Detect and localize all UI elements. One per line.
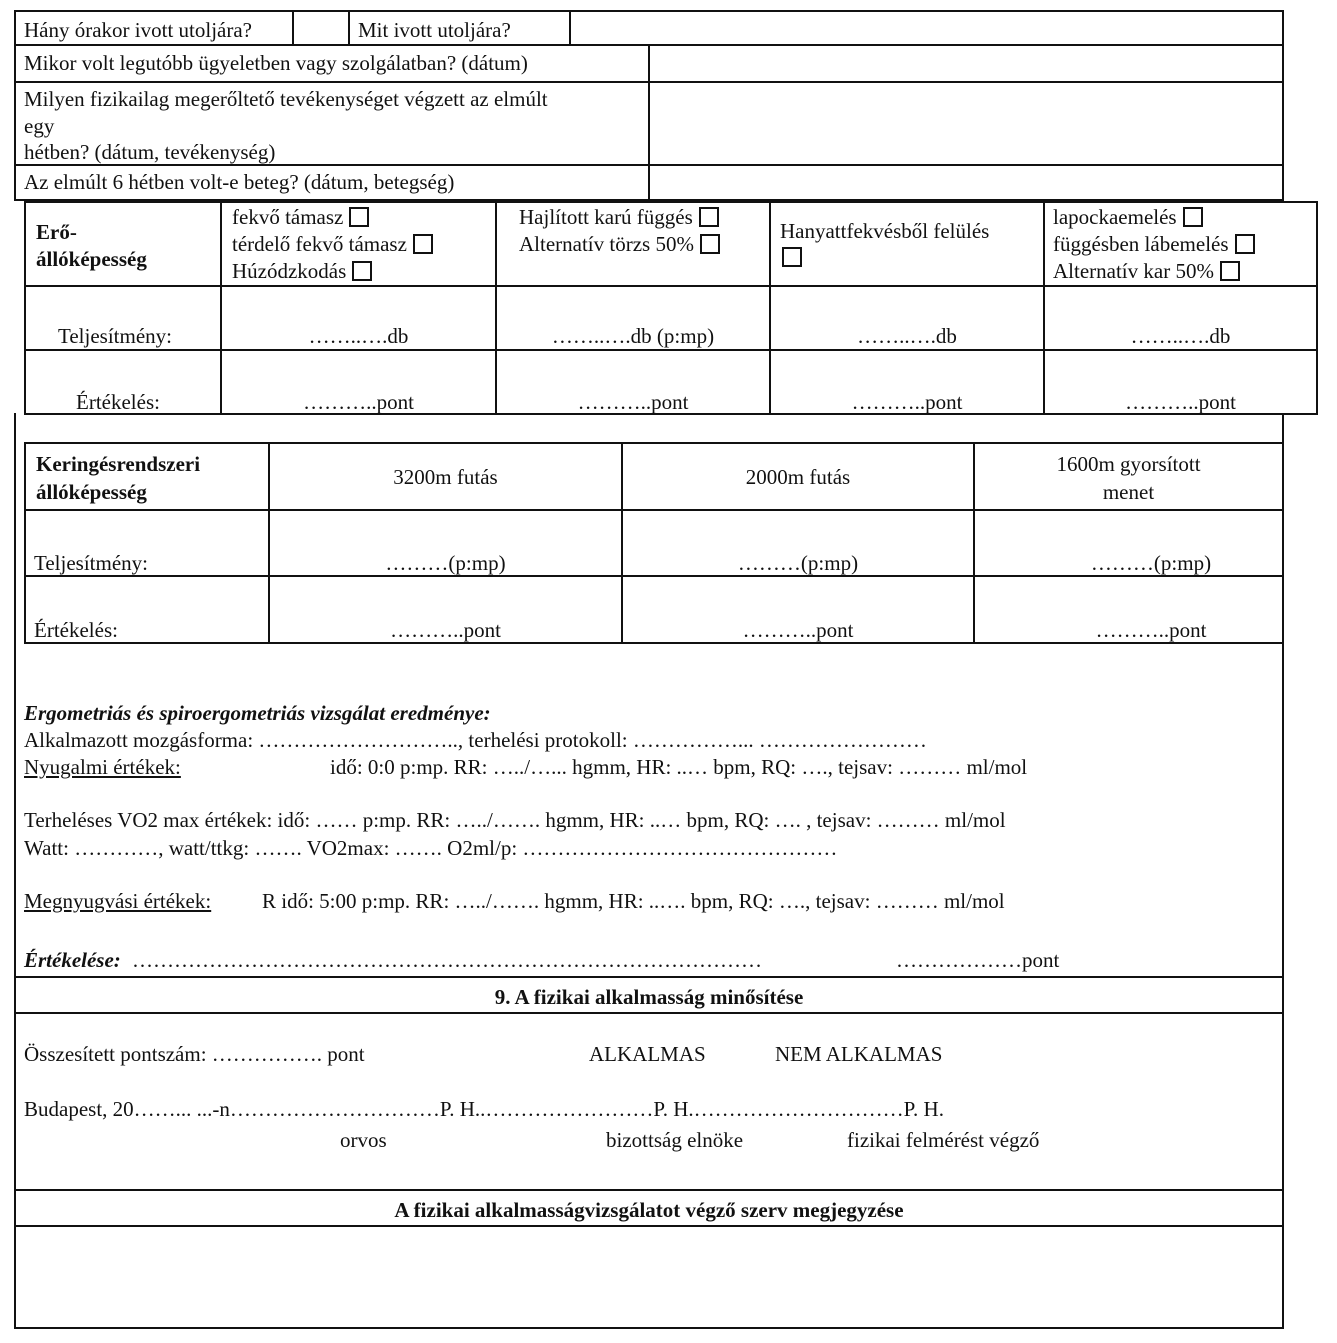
ergometry-evaluation-dots[interactable]: ……………………………………………………………………………… xyxy=(132,948,762,972)
load-values-line1[interactable]: Terheléses VO2 max értékek: idő: …… p:mp. RR: …../……. hgmm, HR: ..… bpm, RQ: …. , tejsav: ……… ml/mol xyxy=(24,808,1006,832)
cardio-performance-label: Teljesítmény: xyxy=(34,551,149,575)
strength-title-line1: Erő- xyxy=(36,220,77,244)
cardio-performance-value[interactable]: ………(p:mp) xyxy=(737,551,859,575)
strength-performance-value[interactable]: ……..….db xyxy=(308,324,409,348)
rest-values-label: Nyugalmi értékek: xyxy=(24,755,181,779)
option-label: Húzódzkodás xyxy=(232,259,347,283)
total-score[interactable]: Összesített pontszám: ……………. pont xyxy=(24,1042,365,1066)
cardio-performance-value[interactable]: ………(p:mp) xyxy=(1090,551,1212,575)
rest-values[interactable]: idő: 0:0 p:mp. RR: …../…... hgmm, HR: ..… bpm, RQ: …., tejsav: ……… ml/mol xyxy=(330,755,1028,779)
option-label: függésben lábemelés xyxy=(1053,232,1229,256)
signature-line[interactable]: Budapest, 20……... ...-n…………………………P. H..……………………P. H.…………………………P. H. xyxy=(24,1097,944,1121)
last-drink-time-question: Hány órakor ivott utoljára? xyxy=(24,18,253,42)
checkbox[interactable] xyxy=(1235,234,1255,254)
recovery-values[interactable]: R idő: 5:00 p:mp. RR: …../……. hgmm, HR: ..…. bpm, RQ: …., tejsav: ……… ml/mol xyxy=(262,889,1005,913)
option-label: Alternatív törzs 50% xyxy=(519,232,694,256)
option-label: lapockaemelés xyxy=(1053,205,1177,229)
cardio-title-line1: Keringésrendszeri xyxy=(36,452,201,476)
cardio-evaluation-value[interactable]: ………..pont xyxy=(1095,618,1207,642)
strength-evaluation-value[interactable]: ………..pont xyxy=(851,390,963,414)
physical-activity-question-line3: hétben? (dátum, tevékenység) xyxy=(24,140,276,164)
cardio-col-1600m-line1: 1600m gyorsított xyxy=(1056,452,1201,476)
option-pull-up[interactable] xyxy=(232,259,372,284)
option-kneeling-push-up[interactable] xyxy=(232,232,433,257)
cardio-evaluation-value[interactable]: ………..pont xyxy=(390,618,501,642)
option-scapula-raise[interactable] xyxy=(1053,205,1203,230)
last-duty-question: Mikor volt legutóbb ügyeletben vagy szolgálatban? (dátum) xyxy=(24,51,528,75)
physical-activity-question-line2: egy xyxy=(24,114,55,138)
physical-activity-question-line1: Milyen fizikailag megerőltető tevékenységet végzett az elmúlt xyxy=(24,87,548,111)
checkbox[interactable] xyxy=(413,234,433,254)
strength-performance-value[interactable]: ……..….db xyxy=(857,324,957,348)
checkbox[interactable] xyxy=(700,234,720,254)
option-label: fekvő támasz xyxy=(232,205,344,229)
option-label: térdelő fekvő támasz xyxy=(232,232,407,256)
checkbox[interactable] xyxy=(349,207,369,227)
signature-assessor-label: fizikai felmérést végző xyxy=(847,1128,1040,1152)
signature-doctor-label: orvos xyxy=(340,1128,387,1152)
checkbox[interactable] xyxy=(699,207,719,227)
illness-question: Az elmúlt 6 hétben volt-e beteg? (dátum, betegség) xyxy=(24,170,455,194)
signature-chair-label: bizottság elnöke xyxy=(606,1128,744,1152)
strength-evaluation-value[interactable]: ………..pont xyxy=(577,390,689,414)
fit-option[interactable]: ALKALMAS xyxy=(589,1042,706,1066)
strength-performance-label: Teljesítmény: xyxy=(58,324,173,348)
recovery-values-label: Megnyugvási értékek: xyxy=(24,889,212,913)
option-sit-up-label: Hanyattfekvésből felülés xyxy=(780,219,990,243)
cardio-performance-value[interactable]: ………(p:mp) xyxy=(385,551,506,575)
option-bent-arm-hang[interactable] xyxy=(519,205,719,230)
strength-performance-value[interactable]: ……..….db (p:mp) xyxy=(551,324,715,348)
load-values-line2[interactable]: Watt: …………, watt/ttkg: ……. VO2max: ……. O2ml/p: ……………………………………… xyxy=(24,836,838,860)
option-push-up[interactable] xyxy=(232,205,369,230)
strength-evaluation-value[interactable]: ………..pont xyxy=(1125,390,1236,414)
checkbox[interactable] xyxy=(352,261,372,281)
cardio-col-3200m: 3200m futás xyxy=(393,465,498,489)
notes-area[interactable] xyxy=(16,1227,1282,1327)
ergometry-motion-line[interactable]: Alkalmazott mozgásforma: ……………………….., terhelési protokoll: ……………... …………………… xyxy=(24,728,927,752)
strength-title-line2: állóképesség xyxy=(36,247,147,271)
option-label: Hajlított karú függés xyxy=(519,205,693,229)
strength-evaluation-label: Értékelés: xyxy=(76,390,160,414)
option-alt-trunk[interactable] xyxy=(519,232,720,257)
cardio-col-1600m-line2: menet xyxy=(1102,480,1155,504)
option-hanging-leg-raise[interactable] xyxy=(1053,232,1255,257)
cardio-col-2000m: 2000m futás xyxy=(745,465,851,489)
checkbox[interactable] xyxy=(1220,261,1240,281)
cardio-title-line2: állóképesség xyxy=(36,480,147,504)
ergometry-evaluation-points[interactable]: ………………pont xyxy=(896,948,1060,972)
cardio-evaluation-value[interactable]: ………..pont xyxy=(742,618,854,642)
last-drink-what-question: Mit ivott utoljára? xyxy=(358,18,511,42)
ergometry-evaluation-label: Értékelése: xyxy=(24,948,121,972)
option-alt-arm[interactable] xyxy=(1053,259,1240,284)
strength-performance-value[interactable]: ……..….db xyxy=(1130,324,1231,348)
notes-title: A fizikai alkalmasságvizsgálatot végző szerv megjegyzése xyxy=(394,1198,904,1222)
ergometry-heading: Ergometriás és spiroergometriás vizsgálat eredménye: xyxy=(24,701,491,725)
option-sit-up-checkbox[interactable] xyxy=(782,247,802,267)
option-label: Alternatív kar 50% xyxy=(1053,259,1214,283)
strength-evaluation-value[interactable]: ………..pont xyxy=(303,390,414,414)
section-9-title: 9. A fizikai alkalmasság minősítése xyxy=(494,985,804,1009)
cardio-evaluation-label: Értékelés: xyxy=(34,618,118,642)
checkbox[interactable] xyxy=(1183,207,1203,227)
unfit-option[interactable]: NEM ALKALMAS xyxy=(775,1042,943,1066)
